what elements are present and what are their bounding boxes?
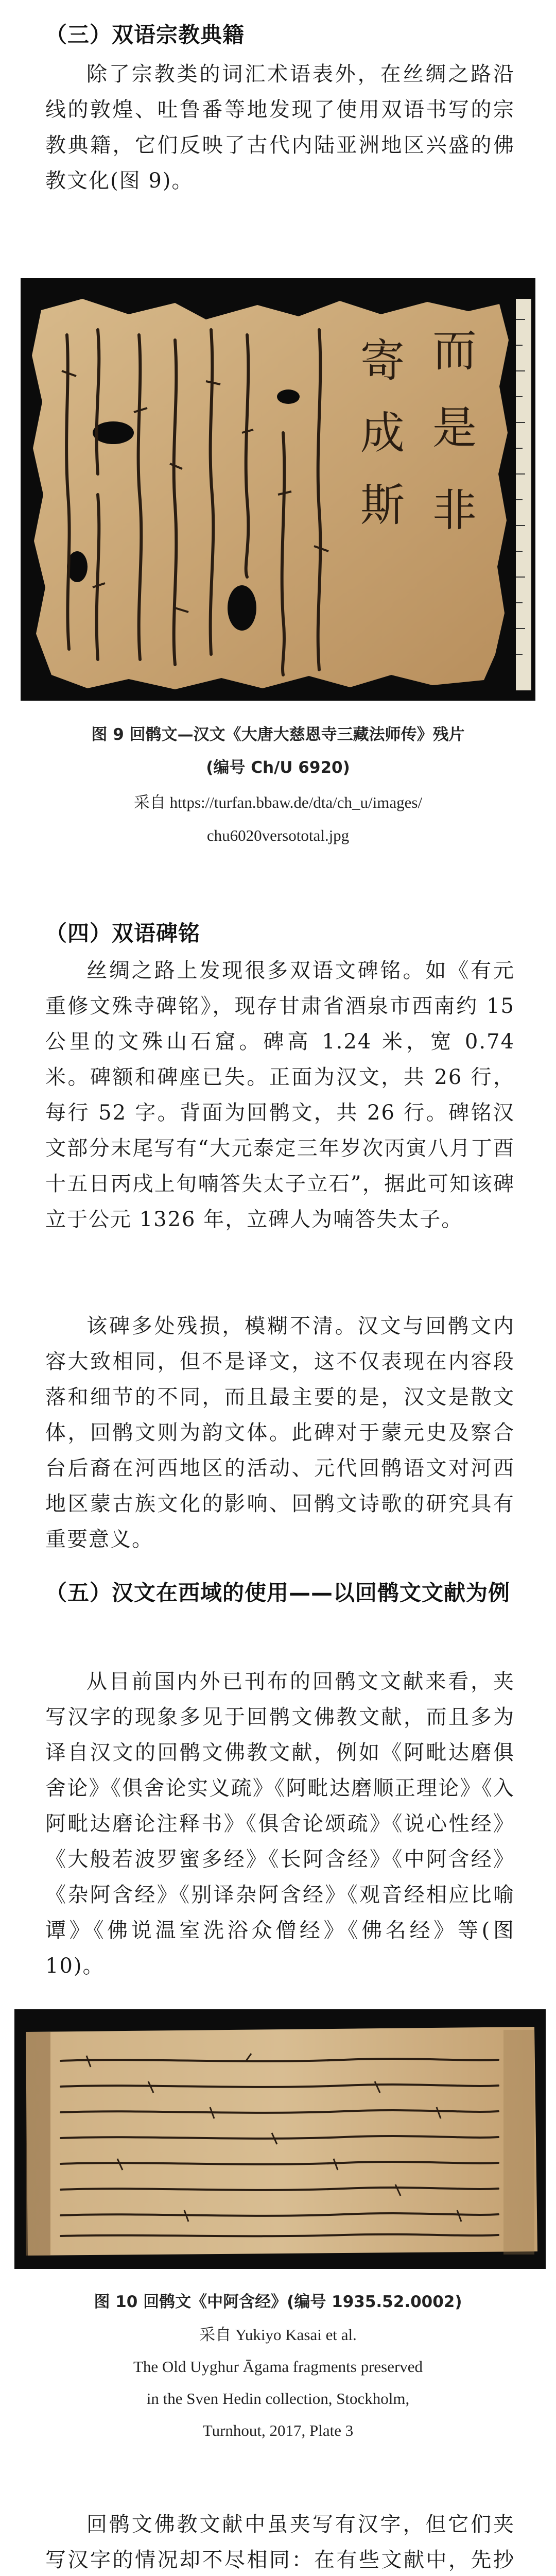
figure-10-source-title: The Old Uyghur Āgama fragments preserved xyxy=(133,2358,423,2376)
uyghur-agama-fragment-photo xyxy=(14,2009,546,2269)
figure-10-source-publisher: Turnhout, 2017, Plate 3 xyxy=(202,2421,354,2439)
chinese-char: 寄 xyxy=(360,335,405,387)
section-heading-bilingual-inscriptions: （四）双语碑铭 xyxy=(45,921,201,946)
figure-9-title: 图 9 回鹘文—汉文《大唐大慈恩寺三藏法师传》残片 xyxy=(91,725,465,744)
figure-10-source-title-cont: in the Sven Hedin collection, Stockholm, xyxy=(146,2389,410,2408)
section-paragraph: 除了宗教类的词汇术语表外，在丝绸之路沿线的敦煌、吐鲁番等地发现了使用双语书写的宗教典籍，它们反映了古代内陆亚洲地区兴盛的佛教文化(图 9)。 xyxy=(45,62,515,193)
chinese-char: 是 xyxy=(432,402,477,454)
section-paragraph: 丝绸之路上发现很多双语文碑铭。如《有元重修文殊寺碑铭》，现存甘肃省酒泉市西南约 15 公里的文殊山石窟。碑高 1.24 米，宽 0.74 米。碑额和碑座已失。正面为汉文，共 26 行，每行 52 字。背面为回鹘文，共 26 行。碑铭汉文部分末尾写有“大元泰定三年岁次丙寅八月丁酉十五日丙戌上旬喃答失太子立石”，据此可知该碑立于公元 1326 年，立碑人为喃答失太子。 xyxy=(45,959,515,1231)
chinese-char: 非 xyxy=(432,485,477,536)
section-heading-chinese-in-western-regions: （五）汉文在西域的使用——以回鹘文文献为例 xyxy=(45,1580,511,1605)
figure-10-title: 图 10 回鹘文《中阿含经》(编号 1935.52.0002) xyxy=(94,2293,462,2311)
chinese-char: 斯 xyxy=(360,480,405,531)
chinese-char: 而 xyxy=(432,325,477,377)
section-paragraph: 回鹘文佛教文献中虽夹写有汉字，但它们夹写汉字的情况却不尽相同：在有些文献中，先抄 xyxy=(45,2513,515,2572)
figure-9-manuscript-image xyxy=(21,278,535,701)
figure-10-manuscript-image xyxy=(14,2009,546,2269)
figure-9-source: 采自 https://turfan.bbaw.de/dta/ch_u/images/ xyxy=(133,793,423,811)
figure-9-number: (编号 Ch/U 6920) xyxy=(206,758,350,777)
figure-9-source-url: chu6020versototal.jpg xyxy=(206,826,350,844)
figure-10-source: 采自 Yukiyo Kasai et al. xyxy=(199,2326,357,2344)
uyghur-chinese-fragment-photo xyxy=(21,278,535,701)
chinese-char: 成 xyxy=(360,408,405,459)
section-paragraph: 从目前国内外已刊布的回鹘文文献来看，夹写汉字的现象多见于回鹘文佛教文献，而且多为译自汉文的回鹘文佛教文献，例如《阿毗达磨俱舍论》《俱舍论实义疏》《阿毗达磨顺正理论》《入阿毗达磨论注释书》《俱舍论颂疏》《说心性经》《大般若波罗蜜多经》《长阿含经》《中阿含经》《杂阿含经》《别译杂阿含经》《观音经相应比喻谭》《佛说温室洗浴众僧经》《佛名经》等(图 10)。 xyxy=(45,1670,515,1978)
section-paragraph: 该碑多处残损，模糊不清。汉文与回鹘文内容大致相同，但不是译文，这不仅表现在内容段落和细节的不同，而且最主要的是，汉文是散文体，回鹘文则为韵文体。此碑对于蒙元史及察合台后裔在河西地区的活动、元代回鹘语文对河西地区蒙古族文化的影响、回鹘文诗歌的研究具有重要意义。 xyxy=(45,1314,515,1551)
section-heading-bilingual-scriptures: （三）双语宗教典籍 xyxy=(45,22,245,47)
